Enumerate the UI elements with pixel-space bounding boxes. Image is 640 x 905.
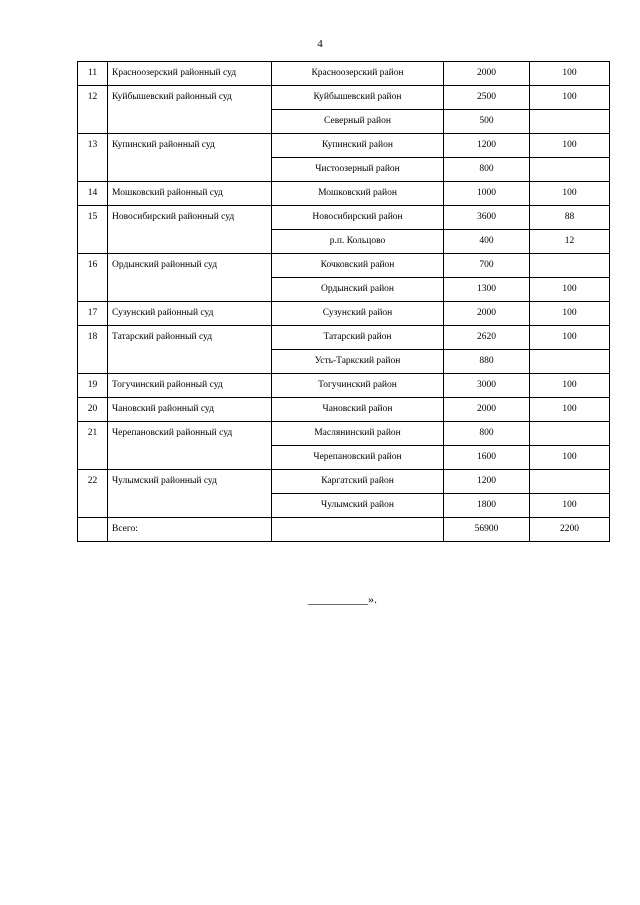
page-number: 4 <box>317 38 323 50</box>
district-name: Куйбышевский район <box>272 86 444 110</box>
population-value: 2000 <box>444 62 530 86</box>
row-number: 22 <box>78 470 108 518</box>
table-row <box>78 422 610 446</box>
population-value: 3600 <box>444 206 530 230</box>
percent-value: 12 <box>530 230 610 254</box>
district-name: Ордынский район <box>272 278 444 302</box>
district-name: Усть-Таркский район <box>272 350 444 374</box>
court-name: Тогучинский районный суд <box>108 374 272 398</box>
district-name: Новосибирский район <box>272 206 444 230</box>
total-district-cell <box>272 518 444 542</box>
table-row <box>78 326 610 350</box>
table-row <box>78 62 610 86</box>
total-label: Всего: <box>108 518 272 542</box>
row-number: 16 <box>78 254 108 302</box>
row-number: 15 <box>78 206 108 254</box>
district-name: Каргатский район <box>272 470 444 494</box>
court-name: Купинский районный суд <box>108 134 272 182</box>
percent-value <box>530 158 610 182</box>
row-number: 11 <box>78 62 108 86</box>
population-value: 1200 <box>444 134 530 158</box>
row-number: 17 <box>78 302 108 326</box>
district-name: Северный район <box>272 110 444 134</box>
court-name: Сузунский районный суд <box>108 302 272 326</box>
population-value: 1300 <box>444 278 530 302</box>
district-name: Чистоозерный район <box>272 158 444 182</box>
table-row <box>78 254 610 278</box>
percent-value: 100 <box>530 302 610 326</box>
court-name: Мошковский районный суд <box>108 182 272 206</box>
percent-value: 100 <box>530 398 610 422</box>
population-value: 2500 <box>444 86 530 110</box>
row-number: 13 <box>78 134 108 182</box>
table-row <box>78 86 610 110</box>
district-name: Черепановский район <box>272 446 444 470</box>
percent-value: 100 <box>530 446 610 470</box>
population-value: 1200 <box>444 470 530 494</box>
percent-value <box>530 350 610 374</box>
population-value: 3000 <box>444 374 530 398</box>
table-row <box>78 302 610 326</box>
district-name: Маслянинский район <box>272 422 444 446</box>
total-number-cell <box>78 518 108 542</box>
population-value: 2000 <box>444 398 530 422</box>
court-name: Красноозерский районный суд <box>108 62 272 86</box>
table-row <box>78 182 610 206</box>
percent-value <box>530 254 610 278</box>
table-row <box>78 374 610 398</box>
total-population: 56900 <box>444 518 530 542</box>
court-name: Чулымский районный суд <box>108 470 272 518</box>
population-value: 800 <box>444 422 530 446</box>
percent-value: 100 <box>530 134 610 158</box>
court-name: Новосибирский районный суд <box>108 206 272 254</box>
court-name: Чановский районный суд <box>108 398 272 422</box>
court-district-table <box>77 61 610 542</box>
percent-value: 100 <box>530 494 610 518</box>
court-name: Ордынский районный суд <box>108 254 272 302</box>
population-value: 500 <box>444 110 530 134</box>
population-value: 2620 <box>444 326 530 350</box>
row-number: 21 <box>78 422 108 470</box>
percent-value: 88 <box>530 206 610 230</box>
row-number: 20 <box>78 398 108 422</box>
population-value: 800 <box>444 158 530 182</box>
table-row <box>78 398 610 422</box>
percent-value <box>530 422 610 446</box>
population-value: 1000 <box>444 182 530 206</box>
court-name: Куйбышевский районный суд <box>108 86 272 134</box>
percent-value <box>530 470 610 494</box>
table-row <box>78 470 610 494</box>
total-row <box>78 518 610 542</box>
district-name: Мошковский район <box>272 182 444 206</box>
population-value: 880 <box>444 350 530 374</box>
percent-value: 100 <box>530 278 610 302</box>
percent-value: 100 <box>530 326 610 350</box>
district-name: р.п. Кольцово <box>272 230 444 254</box>
population-value: 700 <box>444 254 530 278</box>
district-name: Сузунский район <box>272 302 444 326</box>
district-name: Татарский район <box>272 326 444 350</box>
closing-line: __________». <box>308 592 377 606</box>
district-name: Чулымский район <box>272 494 444 518</box>
district-name: Кочковский район <box>272 254 444 278</box>
court-name: Татарский районный суд <box>108 326 272 374</box>
percent-value: 100 <box>530 62 610 86</box>
district-name: Красноозерский район <box>272 62 444 86</box>
table-row <box>78 134 610 158</box>
percent-value <box>530 110 610 134</box>
table-row <box>78 206 610 230</box>
population-value: 1600 <box>444 446 530 470</box>
total-percent: 2200 <box>530 518 610 542</box>
district-name: Чановский район <box>272 398 444 422</box>
court-name: Черепановский районный суд <box>108 422 272 470</box>
population-value: 2000 <box>444 302 530 326</box>
district-name: Купинский район <box>272 134 444 158</box>
percent-value: 100 <box>530 182 610 206</box>
row-number: 14 <box>78 182 108 206</box>
percent-value: 100 <box>530 86 610 110</box>
row-number: 19 <box>78 374 108 398</box>
row-number: 18 <box>78 326 108 374</box>
percent-value: 100 <box>530 374 610 398</box>
row-number: 12 <box>78 86 108 134</box>
population-value: 1800 <box>444 494 530 518</box>
population-value: 400 <box>444 230 530 254</box>
district-name: Тогучинский район <box>272 374 444 398</box>
